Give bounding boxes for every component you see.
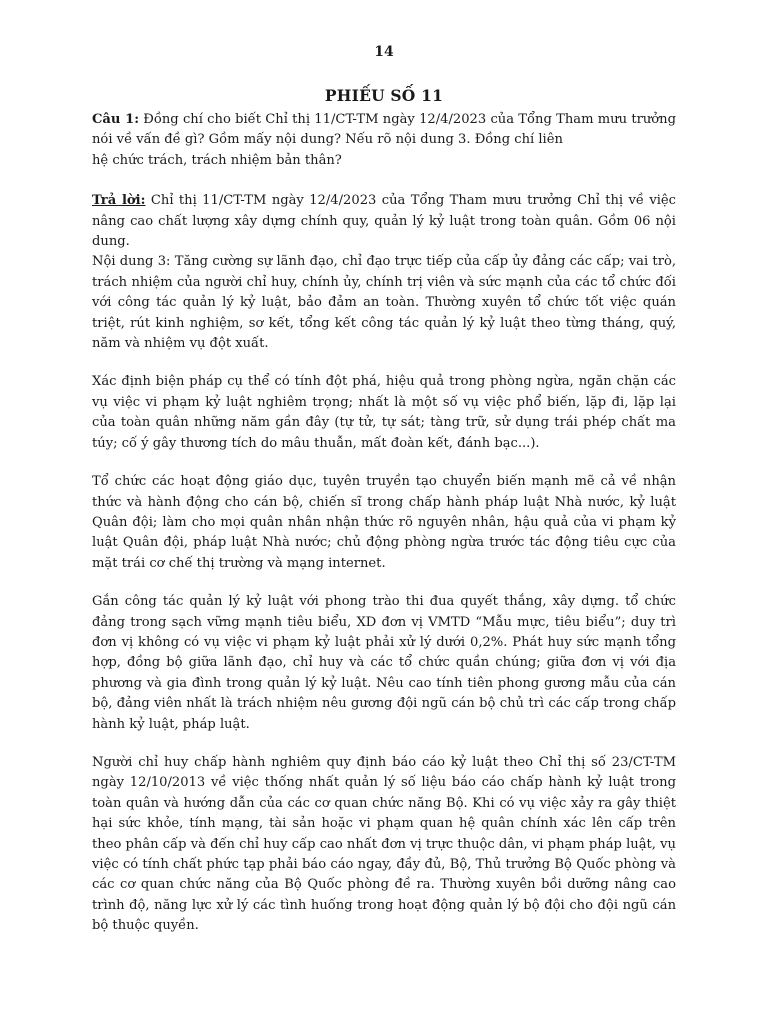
document-body xyxy=(92,110,676,937)
content-paragraph-emulation: Gắn công tác quản lý kỷ luật với phong trào thi đua quyết thắng, xây dựng. tổ chức đảng trong sạch vững mạnh tiêu biểu, XD đơn vị VMTD “Mẫu mực, tiêu biểu”; duy trì đơn vị không có vụ việc vi phạm kỷ luật phải xử lý dưới 0,2%. Phát huy sức mạnh tổng hợp, đồng bộ giữa lãnh đạo, chỉ huy và các tổ chức quần chúng; giữa đơn vị với địa phương và gia đình trong quản lý kỷ luật. Nêu cao tính tiên phong gương mẫu của cán bộ, đảng viên nhất là trách nhiệm nêu gương đội ngũ cán bộ chủ trì các cấp trong chấp hành kỷ luật, pháp luật. xyxy=(92,594,676,732)
question-label: Câu 1: xyxy=(92,112,140,127)
content-paragraph-prevention: Xác định biện pháp cụ thể có tính đột phá, hiệu quả trong phòng ngừa, ngăn chặn các vụ việc vi phạm kỷ luật nghiêm trọng; nhất là một số vụ việc phổ biến, lặp đi, lặp lại của toàn quân những năm gần đây (tự tử, tự sát; tàng trữ, sử dụng trái phép chất ma túy; cố ý gây thương tích do mâu thuẫn, mất đoàn kết, đánh bạc...). xyxy=(92,374,676,451)
answer-paragraph xyxy=(92,191,676,252)
question-text: Đồng chí cho biết Chỉ thị 11/CT-TM ngày 12/4/2023 của Tổng Tham mưu trưởng nói về vấn đề gì? Gồm mấy nội dung? Nếu rõ nội dung 3. Đồng chí liên xyxy=(92,112,676,148)
page-number: 14 xyxy=(374,44,394,60)
content-paragraph-education: Tổ chức các hoạt động giáo dục, tuyên truyền tạo chuyển biến mạnh mẽ cả về nhận thức và hành động cho cán bộ, chiến sĩ trong chấp hành pháp luật Nhà nước, kỷ luật Quân đội; làm cho mọi quân nhân nhận thức rõ nguyên nhân, hậu quả của vi phạm kỷ luật Quân đội, pháp luật Nhà nước; chủ động phòng ngừa trước tác động tiêu cực của mặt trái cơ chế thị trường và mạng internet. xyxy=(92,474,676,571)
answer-label: Trả lời: xyxy=(92,193,146,209)
content-paragraph-3: Nội dung 3: Tăng cường sự lãnh đạo, chỉ đạo trực tiếp của cấp ủy đảng các cấp; vai trò, trách nhiệm của người chỉ huy, chính ủy, chính trị viên và sức mạnh của các tổ chức đối với công tác quản lý kỷ luật, bảo đảm an toàn. Thường xuyên tổ chức tốt việc quán triệt, rút kinh nghiệm, sơ kết, tổng kết công tác quản lý kỷ luật theo từng tháng, quý, năm và nhiệm vụ đột xuất. xyxy=(92,254,676,352)
answer-text: Chỉ thị 11/CT-TM ngày 12/4/2023 của Tổng Tham mưu trưởng Chỉ thị về việc nâng cao chất lượng xây dựng chính quy, quản lý kỷ luật trong toàn quân. Gồm 06 nội dung. xyxy=(92,193,676,250)
question-text-line2: hệ chức trách, trách nhiệm bản thân? xyxy=(92,152,342,168)
content-paragraph-reporting: Người chỉ huy chấp hành nghiêm quy định báo cáo kỷ luật theo Chỉ thị số 23/CT-TM ngày 12/10/2013 về việc thống nhất quản lý số liệu báo cáo chấp hành kỷ luật trong toàn quân và hướng dẫn của các cơ quan chức năng Bộ. Khi có vụ việc xảy ra gây thiệt hại sức khỏe, tính mạng, tài sản hoặc vi phạm quan hệ quân chính xác lên cấp trên theo phân cấp và đến chỉ huy cấp cao nhất đơn vị trực thuộc dân, vi phạm pháp luật, vụ việc có tính chất phức tạp phải báo cáo ngay, đầy đủ, Bộ, Thủ trưởng Bộ Quốc phòng và các cơ quan chức năng của Bộ Quốc phòng đề ra. Thường xuyên bồi dưỡng nâng cao trình độ, năng lực xử lý các tình huống trong hoạt động quản lý bộ đội cho đội ngũ cán bộ thuộc quyền. xyxy=(92,754,676,934)
document-title: PHIẾU SỐ 11 xyxy=(324,86,444,105)
question-paragraph xyxy=(92,110,676,171)
